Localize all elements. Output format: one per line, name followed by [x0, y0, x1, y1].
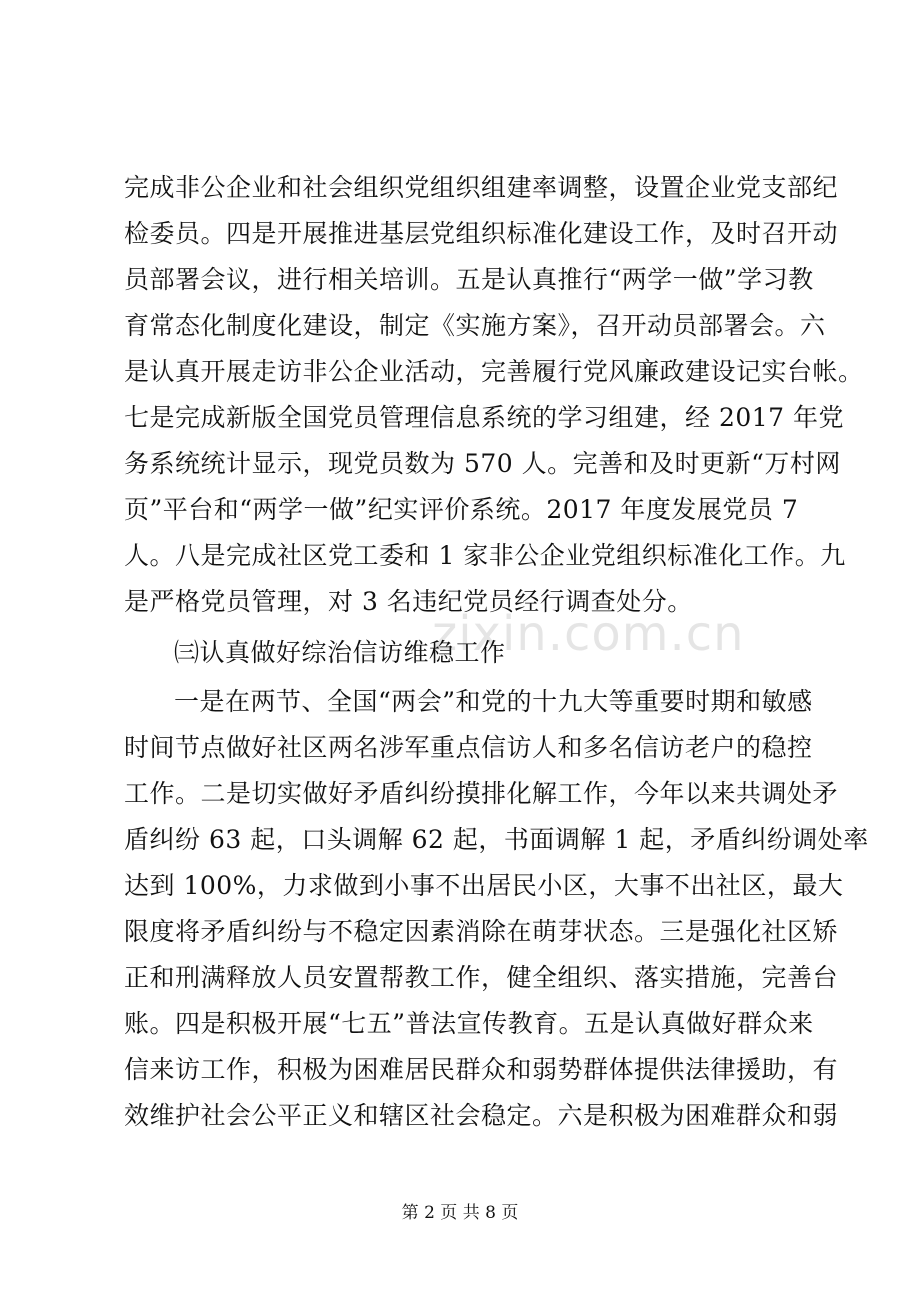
text-line: 员部署会议，进行相关培训。五是认真推行“两学一做”学习教	[124, 265, 814, 294]
text-line: 盾纠纷 63 起，口头调解 62 起，书面调解 1 起，矛盾纠纷调处率	[124, 825, 869, 854]
text-line: 页”平台和“两学一做”纪实评价系统。2017 年度发展党员 7	[124, 495, 799, 524]
text-line: 完成非公企业和社会组织党组织组建率调整，设置企业党支部纪	[124, 173, 839, 202]
text-line: 务系统统计显示，现党员数为 570 人。完善和及时更新“万村网	[124, 449, 841, 478]
text-line: 一是在两节、全国“两会”和党的十九大等重要时期和敏感	[174, 687, 813, 716]
text-line: 是认真开展走访非公企业活动，完善履行党风廉政建设记实台帐。	[124, 357, 864, 386]
text-line: 七是完成新版全国党员管理信息系统的学习组建，经 2017 年党	[124, 403, 845, 432]
text-line: 限度将矛盾纠纷与不稳定因素消除在萌芽状态。三是强化社区矫	[124, 917, 839, 946]
text-line: 育常态化制度化建设，制定《实施方案》，召开动员部署会。六	[124, 311, 826, 340]
text-line: 账。四是积极开展“七五”普法宣传教育。五是认真做好群众来	[124, 1009, 814, 1038]
text-line: 时间节点做好社区两名涉军重点信访人和多名信访老户的稳控	[124, 733, 813, 762]
text-line: 效维护社会公平正义和辖区社会稳定。六是积极为困难群众和弱	[124, 1101, 839, 1130]
page-footer: 第 2 页 共 8 页	[401, 1203, 519, 1223]
watermark: zixin.com.cn	[432, 606, 745, 662]
text-line: 信来访工作，积极为困难居民群众和弱势群体提供法律援助，有	[124, 1055, 839, 1084]
text-line: 正和刑满释放人员安置帮教工作，健全组织、落实措施，完善台	[124, 963, 839, 992]
text-line: 达到 100%，力求做到小事不出居民小区，大事不出社区，最大	[124, 871, 844, 900]
text-line: 工作。二是切实做好矛盾纠纷摸排化解工作，今年以来共调处矛	[124, 779, 839, 808]
section-heading: ㈢认真做好综治信访维稳工作	[174, 638, 506, 667]
text-line: 检委员。四是开展推进基层党组织标准化建设工作，及时召开动	[124, 219, 839, 248]
text-line: 是严格党员管理，对 3 名违纪党员经行调查处分。	[124, 587, 693, 616]
text-line: 人。八是完成社区党工委和 1 家非公企业党组织标准化工作。九	[124, 541, 846, 570]
